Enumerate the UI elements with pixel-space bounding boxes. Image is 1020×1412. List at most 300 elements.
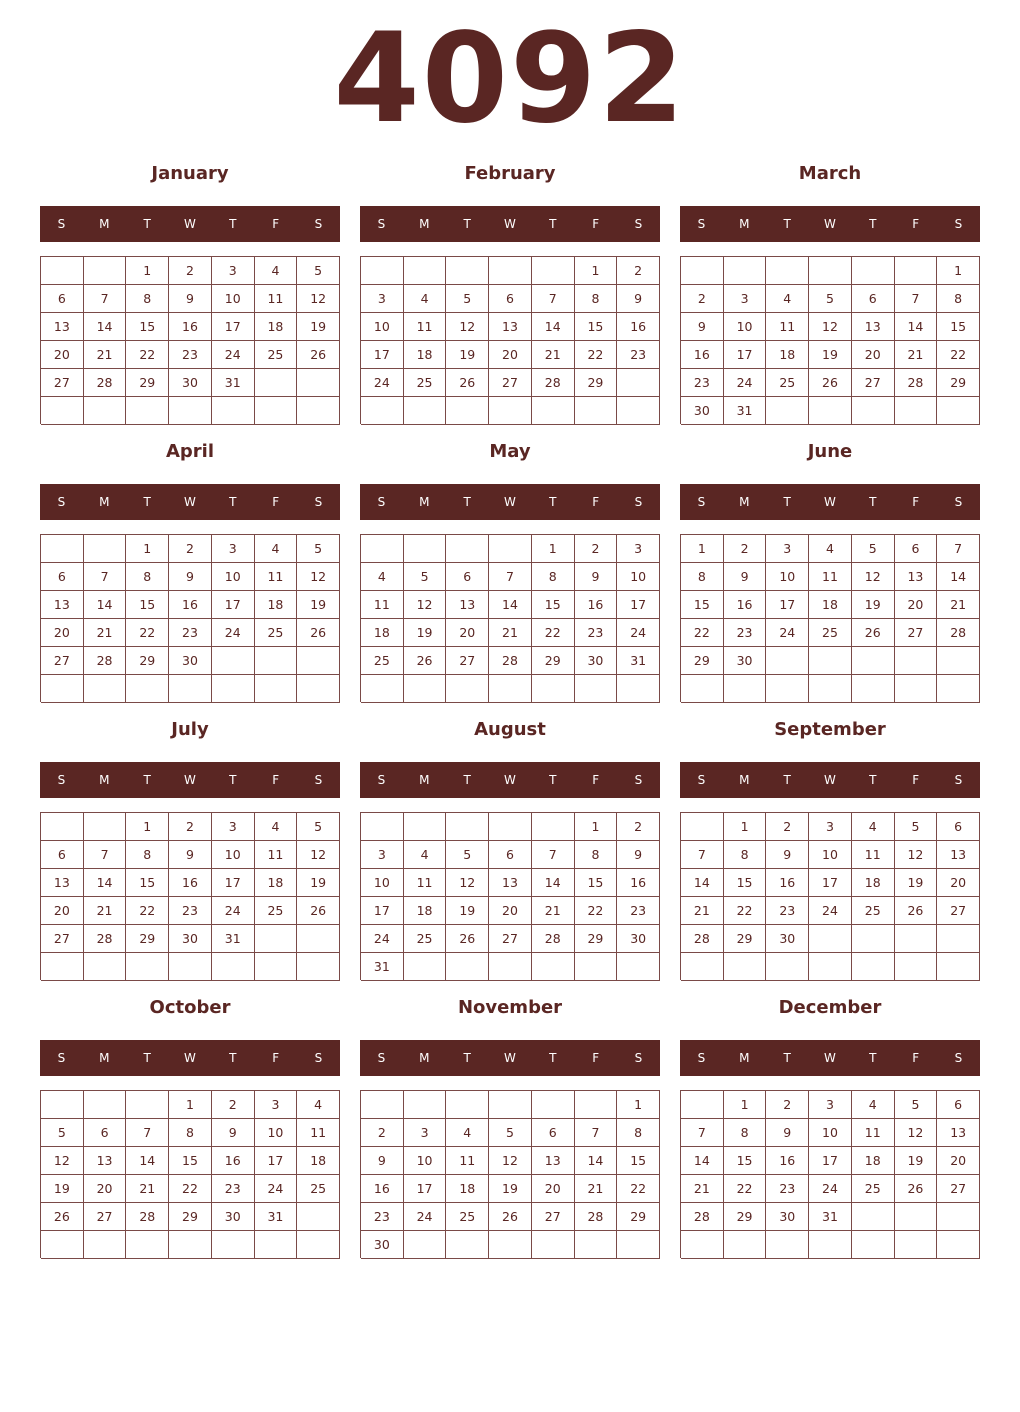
day-grid [360, 256, 660, 424]
empty-cell [895, 925, 938, 953]
weekday-label: W [184, 217, 196, 231]
day-cell: 2 [681, 285, 724, 313]
empty-cell [575, 1091, 618, 1119]
day-cell: 26 [895, 1175, 938, 1203]
weekday-header [360, 1040, 660, 1076]
day-cell: 26 [297, 897, 340, 925]
day-cell: 9 [766, 1119, 809, 1147]
weekday-label: S [314, 773, 323, 787]
day-cell: 11 [361, 591, 404, 619]
empty-cell [766, 257, 809, 285]
day-cell: 27 [489, 925, 532, 953]
month-name: March [798, 163, 862, 184]
day-cell: 26 [41, 1203, 84, 1231]
day-cell: 9 [617, 285, 660, 313]
day-cell: 14 [84, 869, 127, 897]
empty-cell [126, 675, 169, 703]
day-cell: 10 [809, 1119, 852, 1147]
day-cell: 20 [84, 1175, 127, 1203]
weekday-label: W [504, 495, 516, 509]
day-cell: 21 [84, 897, 127, 925]
weekday-label: S [634, 1051, 643, 1065]
weekday-label: S [954, 1051, 963, 1065]
day-cell: 15 [126, 591, 169, 619]
empty-cell [575, 397, 618, 425]
day-cell: 30 [169, 925, 212, 953]
empty-cell [84, 675, 127, 703]
empty-cell [724, 257, 767, 285]
day-cell: 12 [297, 285, 340, 313]
weekday-header [360, 206, 660, 242]
day-cell: 10 [212, 841, 255, 869]
day-cell: 27 [41, 369, 84, 397]
empty-cell [41, 257, 84, 285]
day-cell: 28 [681, 925, 724, 953]
day-cell: 24 [255, 1175, 298, 1203]
day-cell: 31 [255, 1203, 298, 1231]
day-cell: 1 [724, 1091, 767, 1119]
day-cell: 13 [937, 841, 980, 869]
day-cell: 10 [361, 869, 404, 897]
day-cell: 7 [937, 535, 980, 563]
weekday-label: T [549, 495, 557, 509]
day-cell: 5 [895, 813, 938, 841]
empty-cell [446, 397, 489, 425]
day-cell: 28 [84, 925, 127, 953]
day-cell: 25 [852, 897, 895, 925]
weekday-label: M [99, 1051, 110, 1065]
weekday-label: T [463, 217, 471, 231]
day-cell: 1 [617, 1091, 660, 1119]
day-cell: 7 [532, 841, 575, 869]
day-cell: 13 [489, 313, 532, 341]
day-cell: 22 [126, 619, 169, 647]
day-cell: 16 [169, 591, 212, 619]
day-cell: 8 [724, 841, 767, 869]
day-cell: 28 [489, 647, 532, 675]
day-cell: 17 [766, 591, 809, 619]
day-cell: 31 [212, 369, 255, 397]
weekday-header [360, 762, 660, 798]
day-cell: 3 [212, 813, 255, 841]
day-cell: 5 [297, 813, 340, 841]
empty-cell [212, 397, 255, 425]
day-cell: 25 [255, 341, 298, 369]
day-cell: 3 [809, 813, 852, 841]
month-name: June [807, 441, 853, 462]
empty-cell [404, 535, 447, 563]
weekday-label: T [229, 217, 237, 231]
day-cell: 22 [724, 1175, 767, 1203]
day-cell: 2 [169, 257, 212, 285]
weekday-label: F [272, 773, 280, 787]
empty-cell [404, 257, 447, 285]
day-cell: 8 [724, 1119, 767, 1147]
weekday-label: T [229, 773, 237, 787]
empty-cell [361, 813, 404, 841]
day-cell: 9 [212, 1119, 255, 1147]
day-cell: 28 [895, 369, 938, 397]
empty-cell [852, 1231, 895, 1259]
day-cell: 5 [446, 285, 489, 313]
empty-cell [255, 647, 298, 675]
day-cell: 1 [126, 813, 169, 841]
empty-cell [852, 257, 895, 285]
empty-cell [255, 925, 298, 953]
weekday-label: W [184, 1051, 196, 1065]
empty-cell [895, 1231, 938, 1259]
day-cell: 4 [446, 1119, 489, 1147]
empty-cell [446, 813, 489, 841]
day-cell: 2 [617, 257, 660, 285]
weekday-label: F [912, 495, 920, 509]
weekday-label: S [314, 1051, 323, 1065]
day-cell: 21 [575, 1175, 618, 1203]
weekday-label: S [57, 495, 66, 509]
weekday-label: M [739, 217, 750, 231]
day-cell: 27 [895, 619, 938, 647]
weekday-label: M [739, 773, 750, 787]
empty-cell [361, 257, 404, 285]
empty-cell [532, 1091, 575, 1119]
day-cell: 5 [297, 535, 340, 563]
empty-cell [297, 397, 340, 425]
day-cell: 1 [681, 535, 724, 563]
day-cell: 22 [681, 619, 724, 647]
day-cell: 4 [766, 285, 809, 313]
empty-cell [852, 675, 895, 703]
day-cell: 22 [532, 619, 575, 647]
day-cell: 23 [766, 1175, 809, 1203]
year-title: 4092 [333, 7, 687, 151]
day-cell: 27 [532, 1203, 575, 1231]
day-cell: 29 [169, 1203, 212, 1231]
empty-cell [575, 675, 618, 703]
empty-cell [361, 397, 404, 425]
empty-cell [41, 535, 84, 563]
day-cell: 7 [84, 841, 127, 869]
weekday-header [360, 484, 660, 520]
weekday-label: S [697, 217, 706, 231]
day-cell: 5 [895, 1091, 938, 1119]
day-grid [360, 1090, 660, 1258]
day-cell: 21 [489, 619, 532, 647]
day-cell: 25 [297, 1175, 340, 1203]
weekday-label: S [377, 773, 386, 787]
weekday-header [680, 484, 980, 520]
day-cell: 30 [617, 925, 660, 953]
day-cell: 6 [852, 285, 895, 313]
empty-cell [84, 257, 127, 285]
weekday-label: F [272, 217, 280, 231]
weekday-label: M [419, 217, 430, 231]
day-cell: 7 [575, 1119, 618, 1147]
day-cell: 15 [681, 591, 724, 619]
day-cell: 11 [766, 313, 809, 341]
day-cell: 11 [255, 285, 298, 313]
day-cell: 21 [84, 619, 127, 647]
day-cell: 14 [126, 1147, 169, 1175]
day-cell: 15 [169, 1147, 212, 1175]
empty-cell [681, 675, 724, 703]
day-cell: 26 [446, 369, 489, 397]
day-cell: 29 [937, 369, 980, 397]
empty-cell [297, 369, 340, 397]
weekday-label: M [99, 217, 110, 231]
day-cell: 6 [937, 813, 980, 841]
day-cell: 11 [255, 563, 298, 591]
empty-cell [937, 647, 980, 675]
empty-cell [41, 813, 84, 841]
weekday-label: W [184, 773, 196, 787]
day-cell: 23 [724, 619, 767, 647]
month-name: July [171, 719, 209, 740]
empty-cell [169, 675, 212, 703]
day-cell: 13 [895, 563, 938, 591]
weekday-label: S [377, 495, 386, 509]
day-cell: 2 [169, 813, 212, 841]
empty-cell [809, 397, 852, 425]
weekday-label: S [314, 217, 323, 231]
day-cell: 7 [84, 563, 127, 591]
empty-cell [489, 675, 532, 703]
weekday-label: T [869, 773, 877, 787]
empty-cell [852, 925, 895, 953]
weekday-label: F [592, 773, 600, 787]
day-cell: 31 [361, 953, 404, 981]
weekday-header [40, 762, 340, 798]
weekday-label: T [869, 1051, 877, 1065]
weekday-label: T [783, 217, 791, 231]
day-cell: 5 [489, 1119, 532, 1147]
weekday-label: F [912, 1051, 920, 1065]
day-cell: 25 [766, 369, 809, 397]
day-cell: 4 [361, 563, 404, 591]
day-cell: 10 [809, 841, 852, 869]
empty-cell [404, 1231, 447, 1259]
empty-cell [169, 953, 212, 981]
day-cell: 27 [84, 1203, 127, 1231]
day-cell: 24 [809, 1175, 852, 1203]
empty-cell [724, 953, 767, 981]
day-grid [40, 534, 340, 702]
empty-cell [404, 813, 447, 841]
day-cell: 12 [446, 313, 489, 341]
day-cell: 3 [809, 1091, 852, 1119]
day-cell: 10 [212, 285, 255, 313]
day-cell: 24 [766, 619, 809, 647]
day-cell: 9 [766, 841, 809, 869]
day-cell: 29 [126, 647, 169, 675]
day-cell: 28 [532, 369, 575, 397]
day-cell: 19 [297, 313, 340, 341]
day-cell: 24 [724, 369, 767, 397]
weekday-label: F [912, 217, 920, 231]
empty-cell [766, 647, 809, 675]
day-cell: 30 [724, 647, 767, 675]
day-cell: 10 [255, 1119, 298, 1147]
weekday-label: T [143, 495, 151, 509]
day-cell: 13 [489, 869, 532, 897]
day-cell: 7 [489, 563, 532, 591]
day-cell: 15 [575, 313, 618, 341]
day-cell: 29 [724, 925, 767, 953]
weekday-label: F [592, 495, 600, 509]
day-cell: 15 [126, 869, 169, 897]
empty-cell [724, 675, 767, 703]
weekday-header [680, 762, 980, 798]
empty-cell [895, 1203, 938, 1231]
empty-cell [489, 535, 532, 563]
weekday-header [40, 206, 340, 242]
day-cell: 20 [489, 897, 532, 925]
day-grid [40, 1090, 340, 1258]
day-cell: 16 [169, 869, 212, 897]
empty-cell [532, 953, 575, 981]
day-cell: 19 [895, 869, 938, 897]
day-cell: 24 [212, 619, 255, 647]
day-cell: 16 [766, 1147, 809, 1175]
day-cell: 18 [852, 869, 895, 897]
weekday-label: W [504, 217, 516, 231]
day-cell: 6 [937, 1091, 980, 1119]
day-cell: 7 [532, 285, 575, 313]
weekday-label: M [739, 495, 750, 509]
day-cell: 16 [617, 869, 660, 897]
day-cell: 30 [681, 397, 724, 425]
day-cell: 20 [446, 619, 489, 647]
day-cell: 11 [404, 869, 447, 897]
weekday-label: W [504, 1051, 516, 1065]
day-cell: 14 [895, 313, 938, 341]
weekday-label: F [912, 773, 920, 787]
day-cell: 30 [575, 647, 618, 675]
day-cell: 1 [126, 257, 169, 285]
day-cell: 19 [446, 341, 489, 369]
weekday-label: F [592, 217, 600, 231]
day-cell: 18 [766, 341, 809, 369]
day-cell: 2 [766, 1091, 809, 1119]
empty-cell [169, 397, 212, 425]
weekday-label: W [824, 773, 836, 787]
day-cell: 29 [681, 647, 724, 675]
day-grid [40, 256, 340, 424]
day-cell: 17 [809, 1147, 852, 1175]
day-cell: 7 [681, 841, 724, 869]
day-cell: 9 [575, 563, 618, 591]
weekday-label: T [549, 1051, 557, 1065]
day-cell: 22 [169, 1175, 212, 1203]
day-cell: 11 [852, 841, 895, 869]
empty-cell [681, 257, 724, 285]
empty-cell [212, 953, 255, 981]
day-cell: 11 [255, 841, 298, 869]
day-cell: 3 [361, 285, 404, 313]
empty-cell [852, 647, 895, 675]
empty-cell [809, 953, 852, 981]
empty-cell [126, 1231, 169, 1259]
day-cell: 4 [809, 535, 852, 563]
empty-cell [212, 1231, 255, 1259]
weekday-label: T [783, 773, 791, 787]
day-cell: 30 [212, 1203, 255, 1231]
empty-cell [446, 535, 489, 563]
day-cell: 11 [852, 1119, 895, 1147]
day-cell: 1 [575, 813, 618, 841]
day-cell: 24 [404, 1203, 447, 1231]
day-cell: 28 [84, 647, 127, 675]
day-cell: 13 [84, 1147, 127, 1175]
empty-cell [852, 397, 895, 425]
day-cell: 5 [404, 563, 447, 591]
day-cell: 27 [937, 1175, 980, 1203]
day-cell: 27 [446, 647, 489, 675]
empty-cell [575, 953, 618, 981]
weekday-label: S [954, 773, 963, 787]
empty-cell [297, 647, 340, 675]
empty-cell [724, 1231, 767, 1259]
weekday-label: T [143, 1051, 151, 1065]
empty-cell [489, 257, 532, 285]
weekday-label: S [954, 217, 963, 231]
day-cell: 9 [724, 563, 767, 591]
day-cell: 11 [404, 313, 447, 341]
month-name: August [474, 719, 546, 740]
day-cell: 15 [575, 869, 618, 897]
day-cell: 21 [532, 341, 575, 369]
day-cell: 19 [297, 591, 340, 619]
weekday-label: W [824, 495, 836, 509]
day-cell: 9 [681, 313, 724, 341]
day-cell: 3 [212, 257, 255, 285]
weekday-label: S [697, 1051, 706, 1065]
day-cell: 23 [617, 897, 660, 925]
day-cell: 26 [297, 341, 340, 369]
day-cell: 3 [361, 841, 404, 869]
day-cell: 17 [404, 1175, 447, 1203]
day-cell: 15 [126, 313, 169, 341]
month-name: September [774, 719, 886, 740]
empty-cell [41, 953, 84, 981]
weekday-label: T [783, 495, 791, 509]
empty-cell [41, 1091, 84, 1119]
weekday-label: S [314, 495, 323, 509]
day-cell: 2 [766, 813, 809, 841]
weekday-label: S [697, 773, 706, 787]
day-cell: 3 [212, 535, 255, 563]
day-cell: 3 [617, 535, 660, 563]
day-cell: 22 [126, 341, 169, 369]
day-cell: 26 [446, 925, 489, 953]
day-cell: 21 [532, 897, 575, 925]
day-cell: 13 [41, 313, 84, 341]
day-cell: 24 [809, 897, 852, 925]
empty-cell [766, 397, 809, 425]
day-cell: 12 [297, 563, 340, 591]
month-name: April [165, 441, 215, 462]
day-cell: 25 [852, 1175, 895, 1203]
day-cell: 29 [126, 925, 169, 953]
weekday-label: S [57, 1051, 66, 1065]
day-cell: 14 [532, 869, 575, 897]
day-grid [680, 1090, 980, 1258]
day-cell: 5 [852, 535, 895, 563]
day-cell: 24 [212, 897, 255, 925]
empty-cell [255, 397, 298, 425]
day-cell: 8 [532, 563, 575, 591]
day-cell: 30 [361, 1231, 404, 1259]
empty-cell [681, 953, 724, 981]
